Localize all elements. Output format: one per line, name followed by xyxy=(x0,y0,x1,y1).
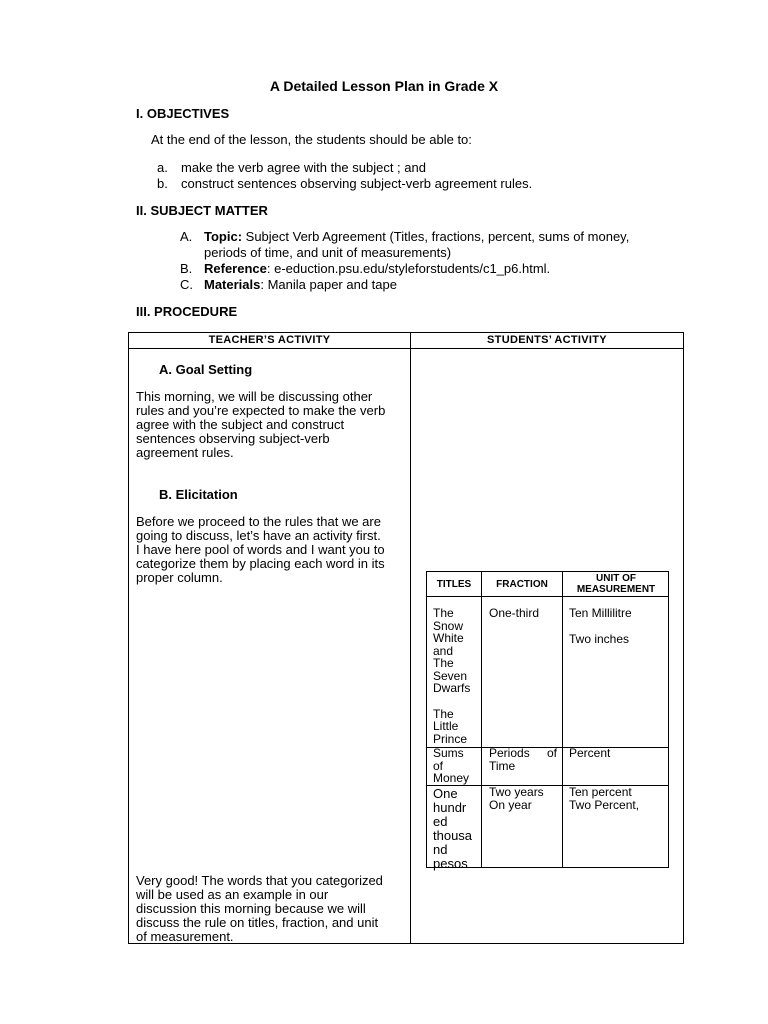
cell-line: Two inches xyxy=(569,631,630,646)
procedure-heading: III. PROCEDURE xyxy=(136,304,238,319)
fraction-cell xyxy=(489,786,544,811)
objective-text: make the verb agree with the subject ; and xyxy=(181,160,426,175)
closing-paragraph xyxy=(136,874,406,944)
topic-item xyxy=(180,229,629,244)
cell-line: and xyxy=(433,643,454,658)
fraction-header: FRACTION xyxy=(496,578,548,590)
objective-item xyxy=(157,160,426,175)
cell-line: of xyxy=(433,758,444,773)
titles-cell xyxy=(433,787,472,871)
topic-text: Subject Verb Agreement (Titles, fractions, percent, sums of money, xyxy=(242,229,630,244)
titles-header: TITLES xyxy=(436,578,472,590)
document-title: A Detailed Lesson Plan in Grade X xyxy=(269,78,499,94)
paragraph-line: agree with the subject and construct xyxy=(136,417,345,432)
cell-line: The xyxy=(433,656,454,670)
cell-line: Ten Millilitre xyxy=(569,606,632,620)
cell-line: The xyxy=(433,706,454,721)
goal-setting-heading: A. Goal Setting xyxy=(159,362,253,377)
paragraph-line: Very good! The words that you categorized xyxy=(136,873,383,888)
paragraph-line: categorize them by placing each word in its xyxy=(136,556,385,571)
list-marker: A. xyxy=(180,229,193,244)
row-divider xyxy=(427,596,668,597)
materials-text: : Manila paper and tape xyxy=(260,277,397,292)
cell-line: Two Percent, xyxy=(569,797,640,812)
reference-text: : e-eduction.psu.edu/styleforstudents/c1_p6.html. xyxy=(266,261,551,276)
cell-line: hundr xyxy=(433,800,467,815)
cell-line: On year xyxy=(489,797,532,812)
cell-line: nd xyxy=(433,842,448,857)
goal-setting-paragraph xyxy=(136,390,406,460)
cell-line: Little xyxy=(433,719,459,733)
cell-line: One xyxy=(433,786,458,801)
column-divider xyxy=(562,572,563,867)
cell-line: Ten percent xyxy=(569,785,632,799)
paragraph-line: will be used as an example in our xyxy=(136,887,329,902)
materials-item xyxy=(180,277,397,292)
cell-line: Dwarfs xyxy=(433,681,471,695)
paragraph-line: discuss the rule on titles, fraction, and unit xyxy=(136,915,379,930)
titles-cell xyxy=(433,747,469,785)
cell-line: The xyxy=(433,606,454,620)
column-divider xyxy=(481,572,482,867)
cell-line: Prince xyxy=(433,731,468,746)
cell-word: of xyxy=(546,746,557,760)
paragraph-line: rules and you’re expected to make the verb xyxy=(136,403,386,418)
unit-header xyxy=(563,572,669,596)
materials-label: Materials xyxy=(204,277,261,292)
unit-cell xyxy=(569,607,632,645)
unit-cell xyxy=(569,786,639,811)
paragraph-line: of measurement. xyxy=(136,929,234,944)
fraction-cell: One-third xyxy=(489,606,540,620)
unit-header-line: UNIT OF xyxy=(596,573,636,584)
topic-label: Topic: xyxy=(204,229,243,244)
list-marker: B. xyxy=(180,261,193,276)
paragraph-line: going to discuss, let’s have an activity first. xyxy=(136,528,381,543)
list-marker: C. xyxy=(180,277,193,292)
cell-line: Snow xyxy=(433,618,464,633)
paragraph-line: This morning, we will be discussing other xyxy=(136,389,373,404)
cell-line: Sums xyxy=(433,746,464,760)
unit-cell: Percent xyxy=(569,746,611,760)
cell-line: White xyxy=(433,631,464,645)
procedure-table-header xyxy=(129,333,683,349)
cell-line: pesos xyxy=(433,856,468,871)
fraction-cell xyxy=(489,747,557,772)
cell-line xyxy=(489,747,557,760)
objective-item xyxy=(157,176,532,191)
paragraph-line: sentences observing subject-verb xyxy=(136,431,330,446)
cell-line: ed xyxy=(433,814,448,829)
objective-text: construct sentences observing subject-verb agreement rules. xyxy=(181,176,533,191)
teacher-activity-header: TEACHER’S ACTIVITY xyxy=(208,334,331,346)
cell-spacer xyxy=(433,695,470,708)
elicitation-paragraph xyxy=(136,515,406,585)
subject-matter-heading: II. SUBJECT MATTER xyxy=(136,203,268,218)
paragraph-line: I have here pool of words and I want you to xyxy=(136,542,385,557)
cell-line: Seven xyxy=(433,668,468,683)
cell-spacer xyxy=(569,620,632,633)
list-marker: a. xyxy=(157,160,168,175)
topic-text-continued: periods of time, and unit of measurements) xyxy=(204,245,452,260)
paragraph-line: proper column. xyxy=(136,570,223,585)
paragraph-line: discussion this morning because we will xyxy=(136,901,366,916)
unit-header-line: MEASUREMENT xyxy=(576,584,656,595)
cell-word: Periods xyxy=(489,746,530,760)
column-divider xyxy=(410,333,411,943)
paragraph-line: Before we proceed to the rules that we are xyxy=(136,514,381,529)
cell-line: Money xyxy=(433,771,470,785)
students-activity-header: STUDENTS’ ACTIVITY xyxy=(487,334,607,346)
reference-label: Reference xyxy=(204,261,267,276)
objectives-heading: I. OBJECTIVES xyxy=(136,106,230,121)
cell-line: thousa xyxy=(433,828,473,843)
titles-cell xyxy=(433,607,470,745)
list-marker: b. xyxy=(157,176,168,191)
cell-line: Time xyxy=(489,758,516,773)
reference-item xyxy=(180,261,550,276)
paragraph-line: agreement rules. xyxy=(136,445,234,460)
elicitation-heading: B. Elicitation xyxy=(159,487,238,502)
cell-line: Two years xyxy=(489,785,544,799)
objectives-intro: At the end of the lesson, the students should be able to: xyxy=(151,132,472,147)
word-category-table xyxy=(426,571,669,871)
